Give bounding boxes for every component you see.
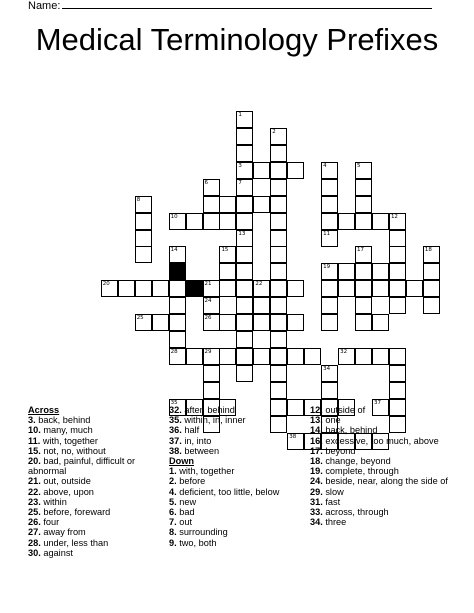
- clue-text: new: [176, 496, 197, 507]
- grid-cell[interactable]: [270, 263, 287, 280]
- grid-cell[interactable]: [389, 365, 406, 382]
- clue-number: 18.: [310, 456, 323, 467]
- grid-cell[interactable]: [203, 348, 220, 365]
- grid-cell[interactable]: [338, 280, 355, 297]
- clue: [28, 527, 168, 537]
- grid-cell[interactable]: [355, 280, 372, 297]
- clue: [169, 507, 309, 517]
- grid-cell[interactable]: [321, 297, 338, 314]
- clue-text: out: [176, 517, 192, 528]
- grid-cell[interactable]: [321, 365, 338, 382]
- grid-cell[interactable]: [321, 196, 338, 213]
- clue-text: beside, near, along the side of: [322, 476, 448, 487]
- grid-cell[interactable]: [321, 213, 338, 230]
- grid-cell[interactable]: [321, 280, 338, 297]
- clue-number: 38.: [169, 445, 182, 456]
- clue-number: 24.: [310, 476, 323, 487]
- grid-cell[interactable]: [423, 246, 440, 263]
- clue-text: with, together: [40, 435, 98, 446]
- cell-number: 15: [221, 247, 229, 254]
- grid-cell[interactable]: [169, 331, 186, 348]
- clue: [28, 497, 168, 507]
- grid-cell[interactable]: [253, 297, 270, 314]
- grid-cell[interactable]: [169, 246, 186, 263]
- cell-number: 7: [238, 179, 242, 186]
- grid-cell[interactable]: [236, 365, 253, 382]
- grid-cell[interactable]: [236, 128, 253, 145]
- grid-cell[interactable]: [389, 297, 406, 314]
- grid-cell[interactable]: [101, 280, 118, 297]
- cell-number: 19: [323, 264, 331, 271]
- clue-text: change, beyond: [322, 456, 391, 467]
- clue-text: bad: [176, 507, 195, 518]
- page-title: Medical Terminology Prefixes: [35, 22, 439, 57]
- grid-cell[interactable]: [287, 348, 304, 365]
- clue-number: 6.: [169, 507, 177, 518]
- clue: [169, 466, 309, 476]
- black-square: [186, 280, 203, 297]
- grid-cell[interactable]: [355, 348, 372, 365]
- grid-cell[interactable]: [236, 331, 253, 348]
- clue-text: bad, painful, difficult or abnormal: [28, 456, 136, 477]
- clue: [169, 405, 309, 415]
- grid-cell[interactable]: [372, 348, 389, 365]
- cell-number: 13: [238, 230, 246, 237]
- grid-cell[interactable]: [287, 314, 304, 331]
- grid-cell[interactable]: [423, 263, 440, 280]
- grid-cell[interactable]: [287, 162, 304, 179]
- cell-number: 26: [204, 315, 212, 322]
- clue: [310, 436, 458, 446]
- cell-number: 1: [238, 111, 242, 118]
- clue-number: 10.: [28, 425, 41, 436]
- grid-cell[interactable]: [321, 162, 338, 179]
- grid-cell[interactable]: [270, 230, 287, 247]
- clue-number: 4.: [169, 486, 177, 497]
- grid-cell[interactable]: [389, 213, 406, 230]
- grid-cell[interactable]: [219, 280, 236, 297]
- grid-cell[interactable]: [355, 213, 372, 230]
- clue: [310, 507, 458, 517]
- clue-number: 1.: [169, 466, 177, 477]
- clue-text: after, behind: [181, 405, 235, 415]
- clue-text: out, outside: [40, 476, 91, 487]
- grid-cell[interactable]: [253, 314, 270, 331]
- cell-number: 3: [238, 162, 242, 169]
- clue: [310, 476, 458, 486]
- clue: [169, 425, 309, 435]
- clue-number: 32.: [169, 405, 182, 415]
- cell-number: 8: [136, 196, 141, 203]
- grid-cell[interactable]: [152, 280, 169, 297]
- grid-cell[interactable]: [236, 280, 253, 297]
- cell-number: 5: [357, 162, 361, 169]
- grid-cell[interactable]: [372, 280, 389, 297]
- clue: [28, 517, 168, 527]
- cell-number: 20: [102, 281, 110, 288]
- clue-text: back, behind: [322, 425, 378, 436]
- clue-text: three: [322, 517, 347, 528]
- clue-list: [28, 405, 468, 605]
- grid-cell[interactable]: [236, 213, 253, 230]
- grid-cell[interactable]: [219, 213, 236, 230]
- cell-number: 18: [424, 247, 432, 254]
- clue-text: four: [40, 517, 60, 528]
- grid-cell[interactable]: [236, 179, 253, 196]
- grid-cell[interactable]: [355, 263, 372, 280]
- cell-number: 17: [357, 247, 365, 254]
- grid-cell[interactable]: [253, 196, 270, 213]
- clue: [28, 476, 168, 486]
- grid-cell[interactable]: [236, 348, 253, 365]
- grid-cell[interactable]: [186, 213, 203, 230]
- cell-number: 24: [204, 298, 212, 305]
- grid-cell[interactable]: [372, 314, 389, 331]
- grid-cell[interactable]: [219, 246, 236, 263]
- grid-cell[interactable]: [203, 196, 220, 213]
- grid-cell[interactable]: [135, 196, 152, 213]
- clue-text: slow: [322, 486, 344, 497]
- clue: [310, 466, 458, 476]
- grid-cell[interactable]: [152, 314, 169, 331]
- grid-cell[interactable]: [389, 246, 406, 263]
- grid-cell[interactable]: [236, 162, 253, 179]
- grid-cell[interactable]: [169, 314, 186, 331]
- clue-number: 16.: [310, 435, 323, 446]
- clue-number: 3.: [28, 415, 36, 426]
- clue: [169, 415, 309, 425]
- clue-text: half: [181, 425, 200, 436]
- clue-number: 14.: [310, 425, 323, 436]
- grid-cell[interactable]: [338, 348, 355, 365]
- cell-number: 38: [289, 433, 297, 440]
- grid-cell[interactable]: [270, 331, 287, 348]
- grid-cell[interactable]: [203, 213, 220, 230]
- clue-number: 30.: [28, 547, 41, 558]
- grid-cell[interactable]: [423, 297, 440, 314]
- grid-cell[interactable]: [321, 230, 338, 247]
- clue-number: 13.: [310, 415, 323, 426]
- clue-text: before: [176, 476, 206, 487]
- across-heading: Across: [28, 405, 60, 415]
- clue-text: many, much: [40, 425, 93, 436]
- clue-text: with, together: [176, 466, 235, 477]
- clue: [310, 456, 458, 466]
- clue: [310, 497, 458, 507]
- clue: [310, 415, 458, 425]
- clue-text: back, behind: [35, 415, 91, 426]
- name-label: Name:: [28, 0, 61, 12]
- grid-cell[interactable]: [338, 213, 355, 230]
- clue-number: 22.: [28, 486, 41, 497]
- grid-cell[interactable]: [203, 382, 220, 399]
- cell-number: 35: [170, 400, 178, 406]
- clue: [310, 446, 458, 456]
- clue-text: surrounding: [176, 527, 228, 538]
- cell-number: 10: [170, 213, 178, 220]
- grid-cell[interactable]: [389, 263, 406, 280]
- grid-cell[interactable]: [253, 162, 270, 179]
- grid-cell[interactable]: [389, 280, 406, 297]
- grid-cell[interactable]: [236, 111, 253, 128]
- grid-cell[interactable]: [270, 246, 287, 263]
- grid-cell[interactable]: [135, 246, 152, 263]
- cell-number: 29: [204, 349, 212, 356]
- clue-number: 19.: [310, 466, 323, 477]
- down-heading: Down: [169, 456, 195, 467]
- grid-cell[interactable]: [236, 230, 253, 247]
- cell-number: 14: [170, 247, 178, 254]
- clue-number: 23.: [28, 496, 41, 507]
- clue-text: deficient, too little, below: [176, 486, 280, 497]
- grid-cell[interactable]: [389, 348, 406, 365]
- clue-text: above, upon: [40, 486, 94, 497]
- clue-text: between: [181, 445, 220, 456]
- cell-number: 6: [204, 179, 208, 186]
- clue: [28, 436, 168, 446]
- grid-cell[interactable]: [270, 145, 287, 162]
- grid-cell[interactable]: [321, 314, 338, 331]
- cell-number: 32: [340, 349, 348, 356]
- grid-cell[interactable]: [135, 213, 152, 230]
- clue: [169, 446, 309, 456]
- clue: [28, 415, 168, 425]
- clue-column-1: [28, 405, 168, 558]
- clue: [310, 517, 458, 527]
- clue-number: 17.: [310, 445, 323, 456]
- clue-text: against: [40, 547, 73, 558]
- clue-text: complete, through: [322, 466, 399, 477]
- clue: [310, 487, 458, 497]
- cell-number: 11: [323, 230, 331, 237]
- clue-number: 36.: [169, 425, 182, 436]
- clue-number: 27.: [28, 527, 41, 538]
- grid-cell[interactable]: [203, 179, 220, 196]
- grid-cell[interactable]: [203, 280, 220, 297]
- grid-cell[interactable]: [270, 196, 287, 213]
- grid-cell[interactable]: [270, 297, 287, 314]
- clue: [169, 527, 309, 537]
- clue: [310, 425, 458, 435]
- clue-number: 37.: [169, 435, 182, 446]
- grid-cell[interactable]: [236, 314, 253, 331]
- clue-text: outside of: [322, 405, 366, 415]
- clue-number: 5.: [169, 496, 177, 507]
- clue-number: 2.: [169, 476, 177, 487]
- cell-number: 37: [374, 400, 381, 406]
- clue-number: 35.: [169, 415, 182, 426]
- grid-cell[interactable]: [236, 246, 253, 263]
- grid-cell[interactable]: [355, 246, 372, 263]
- cell-number: 4: [323, 162, 327, 169]
- cell-number: 12: [390, 213, 398, 220]
- grid-cell[interactable]: [321, 179, 338, 196]
- clue-text: within, in, inner: [181, 415, 246, 426]
- grid-cell[interactable]: [186, 348, 203, 365]
- grid-cell[interactable]: [169, 213, 186, 230]
- grid-cell[interactable]: [287, 280, 304, 297]
- clue-text: two, both: [176, 537, 217, 548]
- grid-cell[interactable]: [355, 297, 372, 314]
- cell-number: 2: [272, 128, 276, 135]
- clue: [169, 433, 309, 446]
- grid-cell[interactable]: [135, 280, 152, 297]
- grid-cell[interactable]: [118, 280, 135, 297]
- cell-number: 25: [136, 315, 144, 322]
- clue: [28, 446, 168, 456]
- clue-number: 28.: [28, 537, 41, 548]
- clue-number: 34.: [310, 517, 323, 528]
- clue-text: within: [40, 496, 67, 507]
- grid-cell[interactable]: [219, 348, 236, 365]
- cell-number: 21: [204, 281, 212, 288]
- clue: [169, 476, 309, 486]
- clue-text: excessive, too much, above: [322, 435, 439, 446]
- clue-number: 31.: [310, 496, 323, 507]
- clue-text: away from: [40, 527, 86, 538]
- clue-text: not, no, without: [40, 445, 106, 456]
- grid-cell[interactable]: [169, 297, 186, 314]
- clue-text: beyond: [322, 445, 356, 456]
- grid-cell[interactable]: [406, 280, 423, 297]
- grid-cell[interactable]: [219, 314, 236, 331]
- clue-number: 33.: [310, 507, 323, 518]
- grid-cell[interactable]: [355, 162, 372, 179]
- grid-cell[interactable]: [270, 179, 287, 196]
- grid-cell[interactable]: [270, 213, 287, 230]
- clue-number: 8.: [169, 527, 177, 538]
- clue-number: 9.: [169, 537, 177, 548]
- grid-cell[interactable]: [270, 382, 287, 399]
- clue: [169, 538, 309, 548]
- clue-text: before, foreward: [40, 507, 111, 518]
- clue-column-2: [169, 405, 309, 548]
- grid-cell[interactable]: [203, 314, 220, 331]
- grid-cell[interactable]: [270, 280, 287, 297]
- grid-cell[interactable]: [236, 297, 253, 314]
- clue: [28, 456, 168, 476]
- grid-cell[interactable]: [253, 280, 270, 297]
- clue-number: 12.: [310, 405, 323, 415]
- clue-text: under, less than: [40, 537, 109, 548]
- clue-number: 29.: [310, 486, 323, 497]
- grid-cell[interactable]: [135, 314, 152, 331]
- clue-number: 21.: [28, 476, 41, 487]
- clue: [28, 425, 168, 435]
- grid-cell[interactable]: [304, 348, 321, 365]
- clue-number: 15.: [28, 445, 41, 456]
- grid-cell[interactable]: [203, 297, 220, 314]
- clue-text: across, through: [322, 507, 389, 518]
- grid-cell[interactable]: [236, 263, 253, 280]
- grid-cell[interactable]: [389, 230, 406, 247]
- grid-cell[interactable]: [355, 314, 372, 331]
- grid-cell[interactable]: [423, 280, 440, 297]
- grid-cell[interactable]: [219, 196, 236, 213]
- grid-cell[interactable]: [355, 196, 372, 213]
- clue: [169, 487, 309, 497]
- grid-cell[interactable]: [270, 365, 287, 382]
- grid-cell[interactable]: [270, 162, 287, 179]
- grid-cell[interactable]: [389, 382, 406, 399]
- clue: [28, 487, 168, 497]
- clue: [28, 507, 168, 517]
- grid-cell[interactable]: [135, 230, 152, 247]
- grid-cell[interactable]: [253, 348, 270, 365]
- clue: [169, 517, 309, 527]
- grid-cell[interactable]: [321, 263, 338, 280]
- grid-cell[interactable]: [270, 128, 287, 145]
- clue-number: 11.: [28, 435, 41, 446]
- black-square: [169, 263, 186, 280]
- clue-number: 26.: [28, 517, 41, 528]
- grid-cell[interactable]: [236, 196, 253, 213]
- clue: [310, 405, 458, 415]
- clue-number: 7.: [169, 517, 177, 528]
- clue-text: fast: [322, 496, 341, 507]
- grid-cell[interactable]: [372, 213, 389, 230]
- grid-cell[interactable]: [372, 263, 389, 280]
- grid-cell[interactable]: [270, 348, 287, 365]
- grid-cell[interactable]: [338, 263, 355, 280]
- clue-text: one: [322, 415, 341, 426]
- grid-cell[interactable]: [203, 365, 220, 382]
- grid-cell[interactable]: [236, 145, 253, 162]
- clue: [28, 548, 168, 558]
- grid-cell[interactable]: [169, 348, 186, 365]
- cell-number: 28: [170, 349, 178, 356]
- clue: [169, 497, 309, 507]
- clue-text: in, into: [181, 435, 212, 446]
- grid-cell[interactable]: [355, 179, 372, 196]
- grid-cell[interactable]: [169, 280, 186, 297]
- clue-column-3: [310, 405, 458, 527]
- clue-number: 25.: [28, 507, 41, 518]
- grid-cell[interactable]: [270, 314, 287, 331]
- grid-cell[interactable]: [321, 382, 338, 399]
- cell-number: 22: [255, 281, 263, 288]
- grid-cell[interactable]: [219, 263, 236, 280]
- clue-number: 20.: [28, 456, 41, 467]
- clue: [28, 538, 168, 548]
- cell-number: 34: [323, 366, 331, 373]
